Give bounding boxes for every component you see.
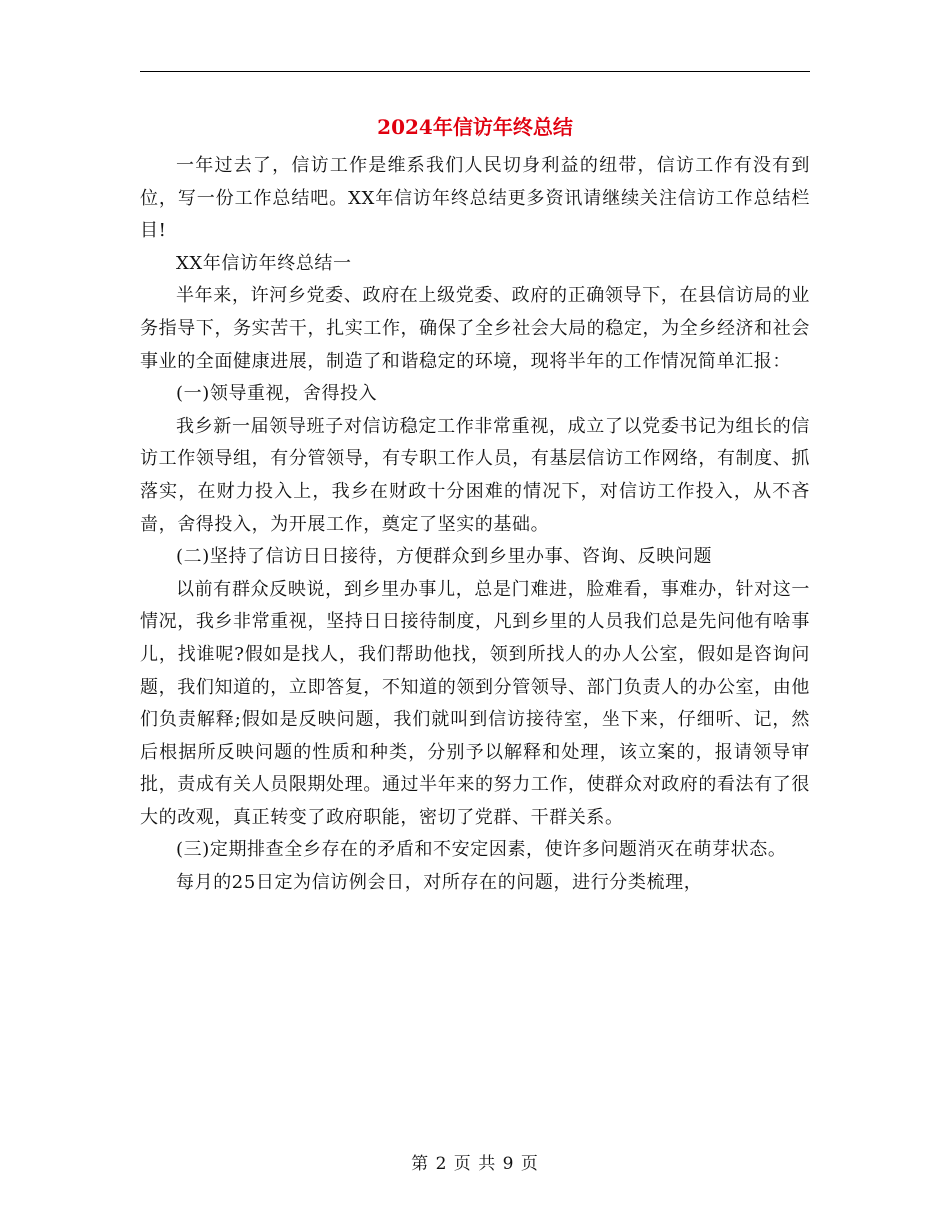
subsection-heading-3: (三)定期排查全乡存在的矛盾和不安定因素，使许多问题消灭在萌芽状态。	[176, 839, 787, 861]
header-rule	[140, 71, 810, 72]
page-number-footer: 第 2 页 共 9 页	[411, 1154, 539, 1174]
body-paragraph: 每月的25日定为信访例会日，对所存在的问题，进行分类梳理，	[176, 872, 703, 894]
document-title: 2024年信访年终总结	[377, 115, 573, 139]
body-paragraph: 我乡新一届领导班子对信访稳定工作非常重视，成立了以党委书记为组长的信访工作领导组，有分管领导，有专职工作人员，有基层信访工作网络，有制度、抓落实，在财力投入上，我乡在财政十分困难的情况下，对信访工作投入，从不吝啬，舍得投入，为开展工作，奠定了坚实的基础。	[140, 415, 810, 535]
intro-paragraph: 一年过去了，信访工作是维系我们人民切身利益的纽带，信访工作有没有到位，写一份工作总结吧。XX年信访年终总结更多资讯请继续关注信访工作总结栏目!	[140, 155, 810, 242]
body-paragraph: 半年来，许河乡党委、政府在上级党委、政府的正确领导下，在县信访局的业务指导下，务实苦干，扎实工作，确保了全乡社会大局的稳定，为全乡经济和社会事业的全面健康进展，制造了和谐稳定的环境，现将半年的工作情况简单汇报：	[140, 285, 810, 372]
document-body	[140, 150, 810, 900]
subsection-heading-1: (一)领导重视，舍得投入	[176, 383, 378, 405]
subsection-heading-2: (二)坚持了信访日日接待，方便群众到乡里办事、咨询、反映问题	[176, 546, 713, 568]
body-paragraph: 以前有群众反映说，到乡里办事儿，总是门难进，脸难看，事难办，针对这一情况，我乡非常重视，坚持日日接待制度，凡到乡里的人员我们总是先问他有啥事儿，找谁呢?假如是找人，我们帮助他找，领到所找人的办人公室，假如是咨询问题，我们知道的，立即答复，不知道的领到分管领导、部门负责人的办公室，由他们负责解释;假如是反映问题，我们就叫到信访接待室，坐下来，仔细听、记，然后根据所反映问题的性质和种类，分别予以解释和处理，该立案的，报请领导审批，责成有关人员限期处理。通过半年来的努力工作，使群众对政府的看法有了很大的改观，真正转变了政府职能，密切了党群、干群关系。	[140, 578, 810, 828]
section-heading: XX年信访年终总结一	[176, 252, 352, 274]
